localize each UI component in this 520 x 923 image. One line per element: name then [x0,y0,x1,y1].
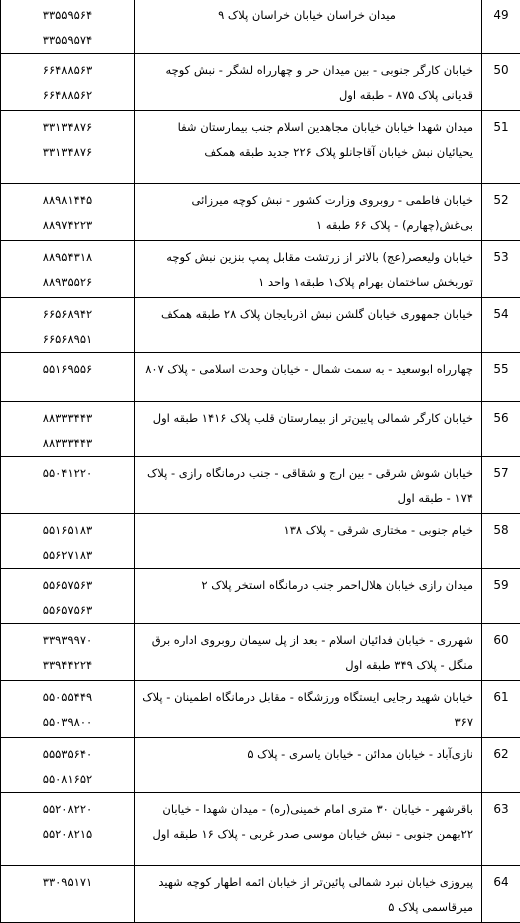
row-number: 57 [482,457,520,514]
phone-cell [1,298,135,353]
table-row [1,402,520,457]
phone-number: ۳۳۵۵۹۵۶۴ [1,3,134,28]
phone-number: ۳۳۹۴۴۲۲۴ [1,653,134,678]
phone-number: ۵۵۰۸۱۶۵۲ [1,767,134,792]
row-number: 51 [482,111,520,184]
table-row [1,353,520,402]
phone-number: ۸۸۳۳۳۴۴۳ [1,431,134,456]
phone-cell [1,0,135,54]
row-number: 63 [482,793,520,866]
phone-number: ۸۸۹۸۱۴۴۵ [1,188,134,213]
phone-cell [1,793,135,866]
address-text: میدان شهدا خیابان خیابان مجاهدین اسلام جنب بیمارستان شفا یحیائیان نبش خیابان آقاجانلو پلاک ۲۲۶ جدید طبقه همکف [141,115,473,165]
address-text: باقرشهر - خیابان ۳۰ متری امام خمینی(ره) - میدان شهدا - خیابان ۲۲بهمن جنوبی - نبش خیابان موسی صدر غربی - پلاک ۱۶ طبقه اول [141,797,473,847]
phone-number: ۵۵۰۴۱۲۲۰ [1,461,134,486]
address-text: چهارراه ابوسعید - به سمت شمال - خیابان وحدت اسلامی - پلاک ۸۰۷ [141,357,473,382]
table-row [1,514,520,569]
table-row [1,738,520,793]
phone-number: ۵۵۱۶۹۵۵۶ [1,357,134,382]
row-number: 50 [482,54,520,111]
address-cell [135,353,482,402]
table-row [1,624,520,681]
table-row [1,569,520,624]
phone-cell [1,569,135,624]
phone-number: ۵۵۲۰۸۲۲۰ [1,797,134,822]
phone-number: ۸۸۹۷۴۲۲۳ [1,213,134,238]
address-text: خیابان کارگر شمالی پایین‌تر از بیمارستان قلب پلاک ۱۴۱۶ طبقه اول [141,406,473,431]
row-number: 52 [482,184,520,241]
phone-number: ۳۳۹۳۹۹۷۰ [1,628,134,653]
address-cell [135,184,482,241]
phone-number: ۸۸۹۵۴۳۱۸ [1,245,134,270]
phone-number: ۵۵۰۵۵۴۴۹ [1,685,134,710]
row-number: 60 [482,624,520,681]
table-row [1,298,520,353]
phone-number: ۳۳۱۳۴۸۷۶ [1,115,134,140]
phone-cell [1,457,135,514]
address-cell [135,402,482,457]
row-number: 62 [482,738,520,793]
phone-number: ۵۵۶۵۷۵۶۳ [1,598,134,623]
phone-cell [1,402,135,457]
phone-number: ۵۵۵۳۵۶۴۰ [1,742,134,767]
phone-cell [1,738,135,793]
phone-number: ۶۶۵۶۸۹۴۲ [1,302,134,327]
phone-number: ۵۵۶۵۷۵۶۳ [1,573,134,598]
row-number: 54 [482,298,520,353]
phone-number: ۳۳۵۵۹۵۷۴ [1,28,134,53]
row-number: 49 [482,0,520,54]
address-cell [135,514,482,569]
phone-cell [1,241,135,298]
phone-number: ۶۶۵۶۸۹۵۱ [1,327,134,352]
table-row [1,793,520,866]
table-row [1,241,520,298]
phone-cell [1,184,135,241]
address-cell [135,569,482,624]
row-number: 58 [482,514,520,569]
phone-number: ۵۵۲۰۸۲۱۵ [1,822,134,847]
address-cell [135,54,482,111]
address-text: میدان خراسان خیابان خراسان پلاک ۹ [141,3,473,28]
address-cell [135,793,482,866]
phone-number: ۳۳۱۳۴۸۷۶ [1,140,134,165]
table-row [1,184,520,241]
phone-cell [1,866,135,923]
address-text: خیام جنوبی - مختاری شرقی - پلاک ۱۳۸ [141,518,473,543]
table-row [1,0,520,54]
phone-cell [1,353,135,402]
phone-cell [1,514,135,569]
address-text: خیابان شهید رجایی ایستگاه ورزشگاه - مقابل درمانگاه اطمینان - پلاک ۳۶۷ [141,685,473,735]
phone-cell [1,54,135,111]
phone-number: ۵۵۰۳۹۸۰۰ [1,710,134,735]
address-text: خیابان ولیعصر(عج) بالاتر از زرتشت مقابل پمپ بنزین نبش کوچه توربخش ساختمان بهرام پلاک۱ طبقه۱ واحد ۱ [141,245,473,295]
table-row [1,866,520,923]
phone-number: ۸۸۹۳۵۵۲۶ [1,270,134,295]
address-text: میدان رازی خیابان هلال‌احمر جنب درمانگاه استخر پلاک ۲ [141,573,473,598]
address-cell [135,111,482,184]
address-text: خیابان کارگر جنوبی - بین میدان حر و چهارراه لشگر - نبش کوچه قدیانی پلاک ۸۷۵ - طبقه اول [141,58,473,108]
phone-number: ۳۳۰۹۵۱۷۱ [1,870,134,895]
address-cell [135,866,482,923]
table-row [1,54,520,111]
address-cell [135,681,482,738]
row-number: 53 [482,241,520,298]
address-cell [135,624,482,681]
address-text: خیابان فاطمی - روبروی وزارت کشور - نبش کوچه میرزائی بی‌غش(چهارم) - پلاک ۶۶ طبقه ۱ [141,188,473,238]
address-cell [135,0,482,54]
address-text: نازی‌آباد - خیابان مدائن - خیابان یاسری - پلاک ۵ [141,742,473,767]
row-number: 55 [482,353,520,402]
address-text: پیروزی خیابان نبرد شمالی پائین‌تر از خیابان ائمه اطهار کوچه شهید میرقاسمی پلاک ۵ [141,870,473,920]
phone-number: ۶۶۴۸۸۵۶۳ [1,58,134,83]
address-cell [135,738,482,793]
phone-cell [1,624,135,681]
phone-number: ۶۶۴۸۸۵۶۲ [1,83,134,108]
row-number: 64 [482,866,520,923]
table-row [1,457,520,514]
phone-number: ۵۵۱۶۵۱۸۳ [1,518,134,543]
phone-number: ۵۵۶۲۷۱۸۳ [1,543,134,568]
row-number: 61 [482,681,520,738]
address-cell [135,457,482,514]
address-text: خیابان شوش شرقی - بین ارج و شقاقی - جنب درمانگاه رازی - پلاک ۱۷۴ - طبقه اول [141,461,473,511]
address-cell [135,298,482,353]
phone-cell [1,681,135,738]
phone-number: ۸۸۳۳۳۴۴۳ [1,406,134,431]
row-number: 56 [482,402,520,457]
table-row [1,681,520,738]
row-number: 59 [482,569,520,624]
address-text: خیابان جمهوری خیابان گلشن نبش اذربایجان پلاک ۲۸ طبقه همکف [141,302,473,327]
table-row [1,111,520,184]
address-cell [135,241,482,298]
phone-cell [1,111,135,184]
table-body [1,0,520,923]
address-text: شهرری - خیابان فدائیان اسلام - بعد از پل سیمان روبروی اداره برق منگل - پلاک ۳۴۹ طبقه اول [141,628,473,678]
